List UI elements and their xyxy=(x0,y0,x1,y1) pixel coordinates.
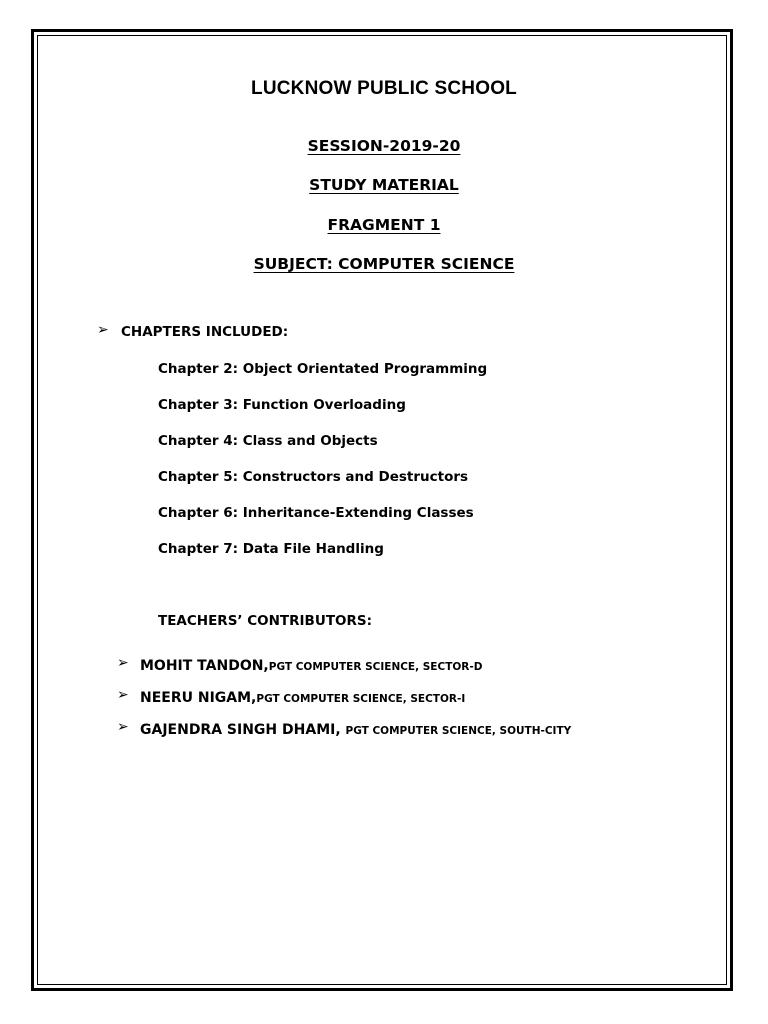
fragment-heading: FRAGMENT 1 xyxy=(327,216,441,234)
chapter-item: Chapter 4: Class and Objects xyxy=(158,433,378,449)
material-heading: STUDY MATERIAL xyxy=(309,176,459,194)
contributor-name: GAJENDRA SINGH DHAMI, xyxy=(140,722,346,738)
school-title: LUCKNOW PUBLIC SCHOOL xyxy=(251,78,517,99)
chapter-item: Chapter 6: Inheritance-Extending Classes xyxy=(158,505,474,521)
contributor-name: MOHIT TANDON, xyxy=(140,658,269,674)
teachers-heading: TEACHERS’ CONTRIBUTORS: xyxy=(158,613,373,629)
contributor-item xyxy=(140,655,482,674)
contributor-role: PGT COMPUTER SCIENCE, SOUTH-CITY xyxy=(345,725,572,737)
arrow-bullet-icon: ➢ xyxy=(117,719,129,735)
contributor-item xyxy=(140,687,465,706)
arrow-bullet-icon: ➢ xyxy=(117,687,129,703)
chapters-heading: CHAPTERS INCLUDED: xyxy=(121,324,289,340)
contributor-role: PGT COMPUTER SCIENCE, SECTOR-I xyxy=(256,693,466,705)
contributor-item xyxy=(140,719,571,738)
chapter-item: Chapter 2: Object Orientated Programming xyxy=(158,361,488,377)
contributor-role: PGT COMPUTER SCIENCE, SECTOR-D xyxy=(268,661,483,673)
arrow-bullet-icon: ➢ xyxy=(117,655,129,671)
chapter-item: Chapter 3: Function Overloading xyxy=(158,397,406,413)
session-heading: SESSION-2019-20 xyxy=(307,137,461,155)
contributor-name: NEERU NIGAM, xyxy=(140,690,257,706)
chapter-item: Chapter 7: Data File Handling xyxy=(158,541,384,557)
subject-heading: SUBJECT: COMPUTER SCIENCE xyxy=(253,255,515,273)
chapter-item: Chapter 5: Constructors and Destructors xyxy=(158,469,469,485)
arrow-bullet-icon: ➢ xyxy=(97,322,109,338)
